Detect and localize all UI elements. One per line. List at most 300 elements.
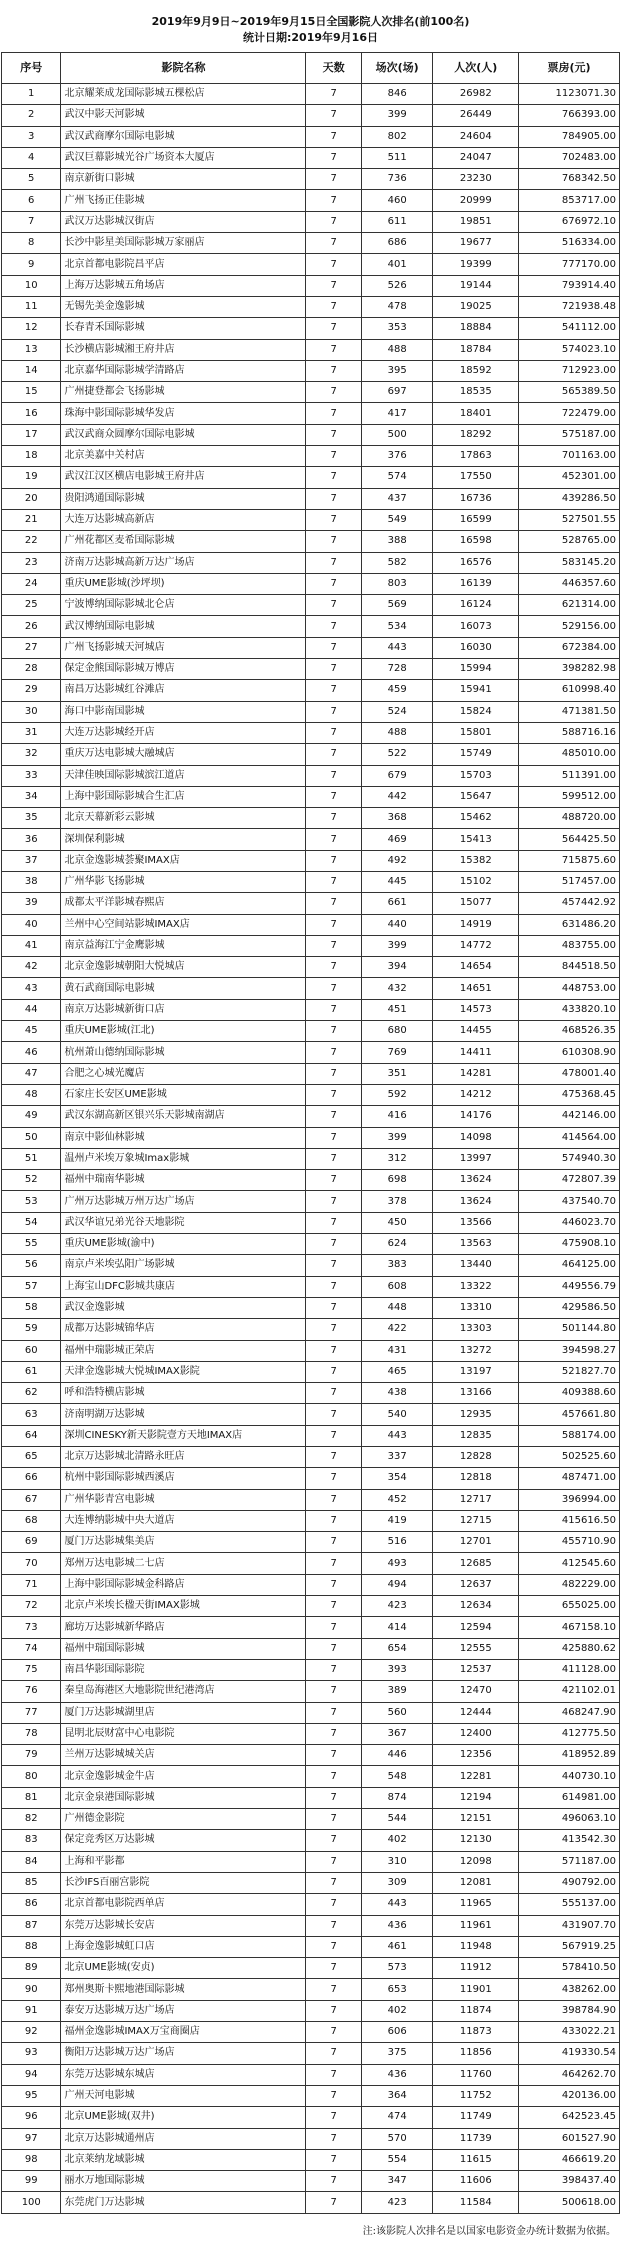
days-cell: 7: [306, 296, 361, 317]
box-office-cell: 672384.00: [519, 637, 620, 658]
box-office-cell: 455710.90: [519, 1532, 620, 1553]
sessions-cell: 378: [361, 1191, 433, 1212]
box-office-cell: 721938.48: [519, 296, 620, 317]
admissions-cell: 14281: [433, 1063, 519, 1084]
box-office-cell: 464125.00: [519, 1255, 620, 1276]
cinema-name-cell: 大连万达影城高新店: [61, 509, 306, 530]
rank-cell: 7: [2, 211, 61, 232]
admissions-cell: 14098: [433, 1127, 519, 1148]
sessions-cell: 500: [361, 424, 433, 445]
cinema-name-cell: 广州花都区麦希国际影城: [61, 531, 306, 552]
sessions-cell: 459: [361, 680, 433, 701]
days-cell: 7: [306, 1489, 361, 1510]
sessions-cell: 422: [361, 1319, 433, 1340]
sessions-cell: 461: [361, 1936, 433, 1957]
rank-cell: 75: [2, 1659, 61, 1680]
admissions-cell: 12594: [433, 1617, 519, 1638]
sessions-cell: 608: [361, 1276, 433, 1297]
sessions-cell: 367: [361, 1723, 433, 1744]
box-office-cell: 471381.50: [519, 701, 620, 722]
cinema-name-cell: 东莞万达影城东城店: [61, 2064, 306, 2085]
admissions-cell: 12715: [433, 1510, 519, 1531]
rank-cell: 36: [2, 829, 61, 850]
rank-cell: 17: [2, 424, 61, 445]
box-office-cell: 457442.92: [519, 893, 620, 914]
admissions-cell: 24604: [433, 126, 519, 147]
rank-cell: 96: [2, 2107, 61, 2128]
days-cell: 7: [306, 382, 361, 403]
sessions-cell: 582: [361, 552, 433, 573]
rank-cell: 97: [2, 2128, 61, 2149]
box-office-cell: 396994.00: [519, 1489, 620, 1510]
cinema-name-cell: 呼和浩特横店影城: [61, 1383, 306, 1404]
box-office-cell: 421102.01: [519, 1681, 620, 1702]
table-row: [2, 2043, 620, 2064]
sessions-cell: 569: [361, 595, 433, 616]
days-cell: 7: [306, 1553, 361, 1574]
rank-cell: 95: [2, 2085, 61, 2106]
cinema-name-cell: 北京UME影城(安贞): [61, 1958, 306, 1979]
rank-cell: 57: [2, 1276, 61, 1297]
cinema-name-cell: 杭州中影国际影城西溪店: [61, 1468, 306, 1489]
rank-cell: 55: [2, 1234, 61, 1255]
box-office-cell: 439286.50: [519, 488, 620, 509]
header-box-office: 票房(元): [519, 53, 620, 84]
admissions-cell: 15824: [433, 701, 519, 722]
admissions-cell: 19144: [433, 275, 519, 296]
rank-cell: 9: [2, 254, 61, 275]
rank-cell: 60: [2, 1340, 61, 1361]
table-row: [2, 1127, 620, 1148]
cinema-name-cell: 保定金熊国际影城万博店: [61, 659, 306, 680]
cinema-name-cell: 昆明北辰财富中心电影院: [61, 1723, 306, 1744]
days-cell: 7: [306, 1468, 361, 1489]
admissions-cell: 16598: [433, 531, 519, 552]
admissions-cell: 16124: [433, 595, 519, 616]
sessions-cell: 402: [361, 1830, 433, 1851]
sessions-cell: 312: [361, 1148, 433, 1169]
sessions-cell: 522: [361, 744, 433, 765]
sessions-cell: 437: [361, 488, 433, 509]
admissions-cell: 12400: [433, 1723, 519, 1744]
cinema-name-cell: 南京益海江宁金鹰影城: [61, 935, 306, 956]
rank-cell: 45: [2, 1021, 61, 1042]
cinema-name-cell: 大连博纳影城中央大道店: [61, 1510, 306, 1531]
admissions-cell: 19025: [433, 296, 519, 317]
admissions-cell: 12098: [433, 1851, 519, 1872]
sessions-cell: 592: [361, 1084, 433, 1105]
box-office-cell: 621314.00: [519, 595, 620, 616]
cinema-name-cell: 北京金逸影城金牛店: [61, 1766, 306, 1787]
days-cell: 7: [306, 190, 361, 211]
box-office-cell: 472807.39: [519, 1170, 620, 1191]
days-cell: 7: [306, 2107, 361, 2128]
days-cell: 7: [306, 1894, 361, 1915]
box-office-cell: 419330.54: [519, 2043, 620, 2064]
cinema-name-cell: 武汉巨幕影城光谷广场资本大厦店: [61, 147, 306, 168]
box-office-cell: 446023.70: [519, 1212, 620, 1233]
table-row: [2, 531, 620, 552]
cinema-name-cell: 秦皇岛海港区大地影院世纪港湾店: [61, 1681, 306, 1702]
days-cell: 7: [306, 1766, 361, 1787]
cinema-name-cell: 上海万达影城五角场店: [61, 275, 306, 296]
box-office-cell: 527501.55: [519, 509, 620, 530]
sessions-cell: 661: [361, 893, 433, 914]
header-cinema-name: 影院名称: [61, 53, 306, 84]
admissions-cell: 12444: [433, 1702, 519, 1723]
table-row: [2, 1617, 620, 1638]
table-row: [2, 2085, 620, 2106]
cinema-name-cell: 南京卢米埃弘阳广场影城: [61, 1255, 306, 1276]
sessions-cell: 368: [361, 808, 433, 829]
sessions-cell: 309: [361, 1872, 433, 1893]
table-row: [2, 1809, 620, 1830]
table-row: [2, 1958, 620, 1979]
sessions-cell: 654: [361, 1638, 433, 1659]
table-row: [2, 1084, 620, 1105]
admissions-cell: 12935: [433, 1404, 519, 1425]
rank-cell: 19: [2, 467, 61, 488]
rank-cell: 90: [2, 1979, 61, 2000]
table-row: [2, 573, 620, 594]
header-row: [2, 53, 620, 84]
sessions-cell: 389: [361, 1681, 433, 1702]
cinema-name-cell: 福州中瑞国际影城: [61, 1638, 306, 1659]
table-row: [2, 1915, 620, 1936]
box-office-cell: 394598.27: [519, 1340, 620, 1361]
admissions-cell: 12470: [433, 1681, 519, 1702]
rank-cell: 68: [2, 1510, 61, 1531]
sessions-cell: 846: [361, 84, 433, 105]
admissions-cell: 24047: [433, 147, 519, 168]
admissions-cell: 14573: [433, 999, 519, 1020]
cinema-name-cell: 武汉武商众圆摩尔国际电影城: [61, 424, 306, 445]
cinema-name-cell: 重庆UME影城(沙坪坝): [61, 573, 306, 594]
table-row: [2, 850, 620, 871]
admissions-cell: 15801: [433, 722, 519, 743]
cinema-name-cell: 武汉江汉区横店电影城王府井店: [61, 467, 306, 488]
box-office-cell: 502525.60: [519, 1447, 620, 1468]
table-row: [2, 105, 620, 126]
table-row: [2, 1787, 620, 1808]
cinema-name-cell: 广州天河电影城: [61, 2085, 306, 2106]
days-cell: 7: [306, 467, 361, 488]
days-cell: 7: [306, 2085, 361, 2106]
admissions-cell: 17863: [433, 446, 519, 467]
rank-cell: 30: [2, 701, 61, 722]
table-row: [2, 680, 620, 701]
admissions-cell: 18292: [433, 424, 519, 445]
sessions-cell: 554: [361, 2149, 433, 2170]
rank-cell: 54: [2, 1212, 61, 1233]
cinema-name-cell: 长沙中影星美国际影城万家丽店: [61, 233, 306, 254]
sessions-cell: 526: [361, 275, 433, 296]
rank-cell: 16: [2, 403, 61, 424]
rank-cell: 28: [2, 659, 61, 680]
days-cell: 7: [306, 1383, 361, 1404]
table-row: [2, 2000, 620, 2021]
days-cell: 7: [306, 1723, 361, 1744]
admissions-cell: 11615: [433, 2149, 519, 2170]
cinema-name-cell: 北京金逸影城荟聚IMAX店: [61, 850, 306, 871]
rank-cell: 34: [2, 786, 61, 807]
box-office-cell: 487471.00: [519, 1468, 620, 1489]
rank-cell: 10: [2, 275, 61, 296]
sessions-cell: 736: [361, 169, 433, 190]
rank-cell: 48: [2, 1084, 61, 1105]
table-row: [2, 1340, 620, 1361]
admissions-cell: 18401: [433, 403, 519, 424]
box-office-cell: 610998.40: [519, 680, 620, 701]
rank-cell: 88: [2, 1936, 61, 1957]
box-office-cell: 529156.00: [519, 616, 620, 637]
box-office-cell: 766393.00: [519, 105, 620, 126]
cinema-name-cell: 广州华影飞扬影城: [61, 871, 306, 892]
cinema-name-cell: 武汉万达影城汉街店: [61, 211, 306, 232]
sessions-cell: 347: [361, 2171, 433, 2192]
sessions-cell: 423: [361, 2192, 433, 2213]
admissions-cell: 11856: [433, 2043, 519, 2064]
rank-cell: 87: [2, 1915, 61, 1936]
sessions-cell: 417: [361, 403, 433, 424]
cinema-name-cell: 天津金逸影城大悦城IMAX影院: [61, 1361, 306, 1382]
cinema-name-cell: 长春青禾国际影城: [61, 318, 306, 339]
box-office-cell: 768342.50: [519, 169, 620, 190]
box-office-cell: 425880.62: [519, 1638, 620, 1659]
rank-cell: 42: [2, 957, 61, 978]
rank-cell: 35: [2, 808, 61, 829]
table-row: [2, 829, 620, 850]
cinema-name-cell: 海口中影南国影城: [61, 701, 306, 722]
cinema-name-cell: 南昌华影国际影院: [61, 1659, 306, 1680]
days-cell: 7: [306, 2000, 361, 2021]
cinema-name-cell: 北京UME影城(双井): [61, 2107, 306, 2128]
admissions-cell: 11901: [433, 1979, 519, 2000]
table-row: [2, 2064, 620, 2085]
table-row: [2, 1574, 620, 1595]
box-office-cell: 457661.80: [519, 1404, 620, 1425]
rank-cell: 50: [2, 1127, 61, 1148]
days-cell: 7: [306, 1958, 361, 1979]
box-office-cell: 588174.00: [519, 1425, 620, 1446]
days-cell: 7: [306, 1127, 361, 1148]
rank-cell: 72: [2, 1596, 61, 1617]
table-row: [2, 1383, 620, 1404]
box-office-cell: 413542.30: [519, 1830, 620, 1851]
sessions-cell: 443: [361, 1425, 433, 1446]
days-cell: 7: [306, 318, 361, 339]
days-cell: 7: [306, 1809, 361, 1830]
cinema-name-cell: 成都万达影城锦华店: [61, 1319, 306, 1340]
sessions-cell: 492: [361, 850, 433, 871]
admissions-cell: 12081: [433, 1872, 519, 1893]
rank-cell: 23: [2, 552, 61, 573]
admissions-cell: 11912: [433, 1958, 519, 1979]
rank-cell: 93: [2, 2043, 61, 2064]
footer-note: 注:该影院人次排名是以国家电影资金办统计数据为依据。: [362, 2226, 616, 2237]
rank-cell: 49: [2, 1106, 61, 1127]
sessions-cell: 432: [361, 978, 433, 999]
sessions-cell: 570: [361, 2128, 433, 2149]
sessions-cell: 431: [361, 1340, 433, 1361]
rank-cell: 99: [2, 2171, 61, 2192]
days-cell: 7: [306, 829, 361, 850]
cinema-name-cell: 郑州奥斯卡熙地港国际影城: [61, 1979, 306, 2000]
table-row: [2, 999, 620, 1020]
admissions-cell: 15703: [433, 765, 519, 786]
table-row: [2, 318, 620, 339]
sessions-cell: 399: [361, 105, 433, 126]
days-cell: 7: [306, 595, 361, 616]
days-cell: 7: [306, 1447, 361, 1468]
days-cell: 7: [306, 701, 361, 722]
box-office-cell: 475908.10: [519, 1234, 620, 1255]
cinema-name-cell: 重庆UME影城(渝中): [61, 1234, 306, 1255]
sessions-cell: 440: [361, 914, 433, 935]
table-row: [2, 1148, 620, 1169]
table-row: [2, 1936, 620, 1957]
table-row: [2, 488, 620, 509]
admissions-cell: 13566: [433, 1212, 519, 1233]
cinema-name-cell: 广州万达影城万州万达广场店: [61, 1191, 306, 1212]
table-row: [2, 1659, 620, 1680]
days-cell: 7: [306, 2043, 361, 2064]
rank-cell: 21: [2, 509, 61, 530]
rank-cell: 69: [2, 1532, 61, 1553]
days-cell: 7: [306, 722, 361, 743]
sessions-cell: 728: [361, 659, 433, 680]
table-row: [2, 509, 620, 530]
admissions-cell: 13197: [433, 1361, 519, 1382]
sessions-cell: 375: [361, 2043, 433, 2064]
table-row: [2, 722, 620, 743]
days-cell: 7: [306, 1915, 361, 1936]
box-office-cell: 420136.00: [519, 2085, 620, 2106]
admissions-cell: 14772: [433, 935, 519, 956]
admissions-cell: 15941: [433, 680, 519, 701]
admissions-cell: 19677: [433, 233, 519, 254]
days-cell: 7: [306, 1745, 361, 1766]
cinema-name-cell: 北京金逸影城朝阳大悦城店: [61, 957, 306, 978]
sessions-cell: 353: [361, 318, 433, 339]
table-row: [2, 1212, 620, 1233]
box-office-cell: 409388.60: [519, 1383, 620, 1404]
table-row: [2, 978, 620, 999]
table-row: [2, 1042, 620, 1063]
sessions-cell: 548: [361, 1766, 433, 1787]
days-cell: 7: [306, 509, 361, 530]
table-row: [2, 296, 620, 317]
sessions-cell: 493: [361, 1553, 433, 1574]
cinema-name-cell: 广州华影青宫电影城: [61, 1489, 306, 1510]
box-office-cell: 446357.60: [519, 573, 620, 594]
days-cell: 7: [306, 1702, 361, 1723]
admissions-cell: 12281: [433, 1766, 519, 1787]
days-cell: 7: [306, 786, 361, 807]
admissions-cell: 15102: [433, 871, 519, 892]
sessions-cell: 393: [361, 1659, 433, 1680]
days-cell: 7: [306, 893, 361, 914]
admissions-cell: 15647: [433, 786, 519, 807]
cinema-name-cell: 南京新街口影城: [61, 169, 306, 190]
rank-cell: 53: [2, 1191, 61, 1212]
cinema-name-cell: 天津佳映国际影城滨江道店: [61, 765, 306, 786]
days-cell: 7: [306, 1936, 361, 1957]
admissions-cell: 26982: [433, 84, 519, 105]
rank-cell: 8: [2, 233, 61, 254]
table-row: [2, 1447, 620, 1468]
days-cell: 7: [306, 169, 361, 190]
sessions-cell: 388: [361, 531, 433, 552]
rank-cell: 29: [2, 680, 61, 701]
rank-cell: 37: [2, 850, 61, 871]
table-row: [2, 1255, 620, 1276]
days-cell: 7: [306, 1659, 361, 1680]
rank-cell: 89: [2, 1958, 61, 1979]
cinema-name-cell: 北京嘉华国际影城学清路店: [61, 360, 306, 381]
admissions-cell: 12637: [433, 1574, 519, 1595]
box-office-cell: 575187.00: [519, 424, 620, 445]
sessions-cell: 653: [361, 1979, 433, 2000]
table-row: [2, 1766, 620, 1787]
rank-cell: 79: [2, 1745, 61, 1766]
days-cell: 7: [306, 1851, 361, 1872]
rank-cell: 58: [2, 1297, 61, 1318]
admissions-cell: 11584: [433, 2192, 519, 2213]
cinema-name-cell: 长沙横店影城湘王府井店: [61, 339, 306, 360]
admissions-cell: 12828: [433, 1447, 519, 1468]
days-cell: 7: [306, 1532, 361, 1553]
sessions-cell: 423: [361, 1596, 433, 1617]
days-cell: 7: [306, 2128, 361, 2149]
admissions-cell: 17550: [433, 467, 519, 488]
admissions-cell: 20999: [433, 190, 519, 211]
cinema-name-cell: 兰州中心空间站影城IMAX店: [61, 914, 306, 935]
cinema-name-cell: 北京首都电影院昌平店: [61, 254, 306, 275]
rank-cell: 65: [2, 1447, 61, 1468]
days-cell: 7: [306, 1234, 361, 1255]
rank-cell: 98: [2, 2149, 61, 2170]
table-row: [2, 1361, 620, 1382]
admissions-cell: 18784: [433, 339, 519, 360]
sessions-cell: 874: [361, 1787, 433, 1808]
days-cell: 7: [306, 105, 361, 126]
rank-cell: 83: [2, 1830, 61, 1851]
rank-cell: 100: [2, 2192, 61, 2213]
rank-cell: 59: [2, 1319, 61, 1340]
table-row: [2, 1063, 620, 1084]
table-row: [2, 1425, 620, 1446]
cinema-name-cell: 武汉中影天河影城: [61, 105, 306, 126]
cinema-name-cell: 郑州万达电影城二七店: [61, 1553, 306, 1574]
days-cell: 7: [306, 573, 361, 594]
cinema-name-cell: 福州中瑞南华影城: [61, 1170, 306, 1191]
admissions-cell: 14176: [433, 1106, 519, 1127]
table-row: [2, 744, 620, 765]
days-cell: 7: [306, 978, 361, 999]
table-row: [2, 211, 620, 232]
box-office-cell: 588716.16: [519, 722, 620, 743]
cinema-name-cell: 上海中影国际影城金科路店: [61, 1574, 306, 1595]
cinema-name-cell: 北京美嘉中关村店: [61, 446, 306, 467]
days-cell: 7: [306, 1596, 361, 1617]
sessions-cell: 395: [361, 360, 433, 381]
box-office-cell: 412545.60: [519, 1553, 620, 1574]
box-office-cell: 411128.00: [519, 1659, 620, 1680]
sessions-cell: 488: [361, 722, 433, 743]
sessions-cell: 469: [361, 829, 433, 850]
days-cell: 7: [306, 488, 361, 509]
